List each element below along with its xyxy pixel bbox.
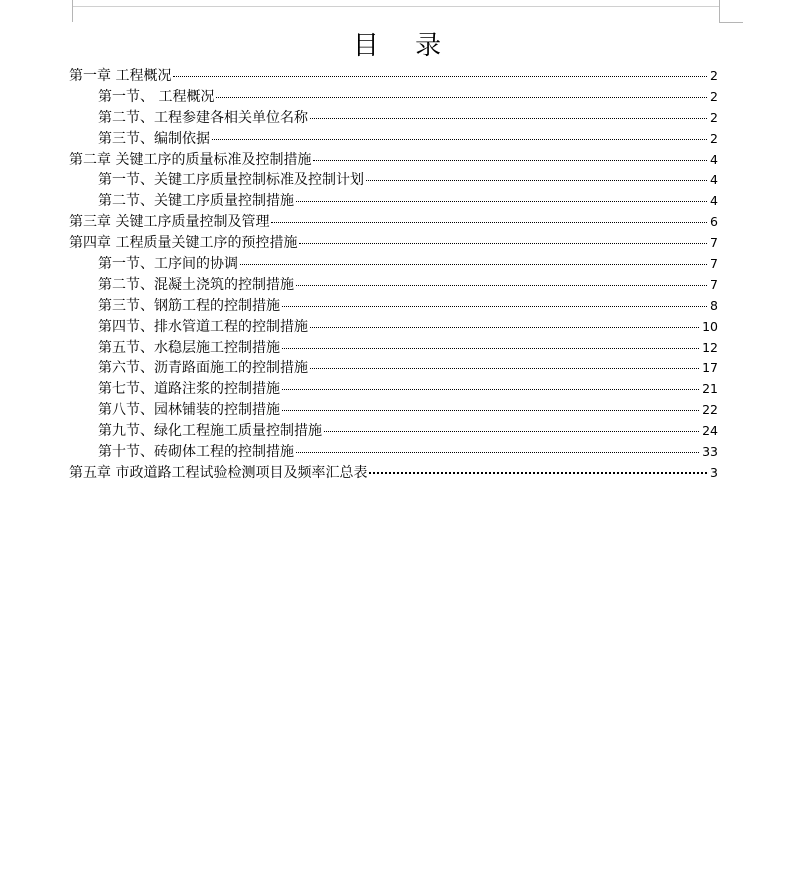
toc-section-entry[interactable] — [69, 379, 718, 400]
toc-entry-label: 第九节、绿化工程施工质量控制措施 — [98, 423, 322, 440]
toc-page-number: 7 — [710, 256, 718, 272]
toc-chapter-entry[interactable] — [69, 233, 718, 254]
toc-dot-leader — [310, 118, 707, 119]
crop-mark-top-right — [719, 0, 720, 22]
toc-dot-leader — [299, 243, 707, 244]
toc-section-entry[interactable] — [69, 129, 718, 150]
crop-mark-top-right-horizontal — [719, 22, 743, 23]
toc-section-entry[interactable] — [69, 275, 718, 296]
toc-dot-leader — [271, 222, 707, 223]
toc-page-number: 7 — [710, 276, 718, 292]
toc-entry-label: 第二节、工程参建各相关单位名称 — [98, 109, 308, 126]
toc-entry-label: 第二节、关键工序质量控制措施 — [98, 193, 294, 210]
toc-section-entry[interactable] — [69, 421, 718, 442]
page-top-border — [72, 6, 719, 7]
toc-page-number: 2 — [710, 88, 718, 104]
toc-dot-leader — [296, 285, 707, 286]
toc-entry-label: 第一节、 工程概况 — [98, 88, 215, 105]
toc-page-number: 2 — [710, 130, 718, 146]
toc-entry-label: 第十节、砖砌体工程的控制措施 — [98, 444, 294, 461]
toc-chapter-entry[interactable] — [69, 463, 718, 484]
toc-dot-leader — [296, 452, 699, 453]
toc-section-entry[interactable] — [69, 254, 718, 275]
toc-section-entry[interactable] — [69, 87, 718, 108]
toc-section-entry[interactable] — [69, 170, 718, 191]
toc-dot-leader — [282, 348, 699, 349]
toc-entry-label: 第二节、混凝土浇筑的控制措施 — [98, 276, 294, 293]
toc-dot-leader — [366, 180, 707, 181]
toc-page-number: 4 — [710, 172, 718, 188]
toc-section-entry[interactable] — [69, 338, 718, 359]
page-title: 目 录 — [352, 31, 456, 61]
toc-dot-leader — [313, 160, 707, 161]
toc-dot-leader — [282, 306, 707, 307]
toc-section-entry[interactable] — [69, 108, 718, 129]
toc-section-entry[interactable] — [69, 296, 718, 317]
toc-entry-label: 第六节、沥青路面施工的控制措施 — [98, 360, 308, 377]
toc-page-number: 6 — [710, 214, 718, 230]
toc-entry-label: 第一章 工程概况 — [69, 68, 172, 84]
toc-section-entry[interactable] — [69, 191, 718, 212]
crop-mark-top-left — [72, 0, 73, 22]
toc-page-number: 8 — [710, 297, 718, 313]
toc-entry-label: 第八节、园林铺装的控制措施 — [98, 402, 280, 419]
toc-section-entry[interactable] — [69, 358, 718, 379]
toc-section-entry[interactable] — [69, 317, 718, 338]
toc-entry-label: 第三章 关键工序质量控制及管理 — [69, 214, 270, 231]
toc-page-number: 4 — [710, 193, 718, 209]
toc-page-number: 21 — [702, 381, 718, 397]
toc-dot-leader — [173, 76, 707, 77]
toc-entry-label: 第一节、工序间的协调 — [98, 256, 238, 273]
toc-entry-label: 第四章 工程质量关键工序的预控措施 — [69, 235, 298, 252]
toc-dot-leader — [212, 139, 707, 140]
toc-chapter-entry[interactable] — [69, 212, 718, 233]
toc-entry-label: 第三节、钢筋工程的控制措施 — [98, 297, 280, 314]
toc-entry-label: 第二章 关键工序的质量标准及控制措施 — [69, 151, 312, 168]
table-of-contents — [69, 66, 718, 484]
toc-chapter-entry[interactable] — [69, 66, 718, 87]
toc-page-number: 22 — [702, 402, 718, 418]
toc-page-number: 17 — [702, 360, 718, 376]
toc-dot-leader — [296, 201, 707, 202]
toc-entry-label: 第五章 市政道路工程试验检测项目及频率汇总表 — [69, 464, 368, 481]
toc-page-number: 2 — [710, 109, 718, 125]
toc-section-entry[interactable] — [69, 442, 718, 463]
toc-page-number: 33 — [702, 444, 718, 460]
toc-entry-label: 第七节、道路注浆的控制措施 — [98, 381, 280, 398]
toc-entry-label: 第三节、编制依据 — [98, 130, 210, 147]
toc-entry-label: 第四节、排水管道工程的控制措施 — [98, 318, 308, 335]
toc-entry-label: 第五节、水稳层施工控制措施 — [98, 339, 280, 356]
toc-page-number: 3 — [710, 464, 718, 480]
toc-dot-leader — [310, 327, 699, 328]
toc-dot-leader — [369, 472, 707, 474]
toc-page-number: 12 — [702, 339, 718, 355]
toc-page-number: 2 — [710, 68, 718, 83]
toc-entry-label: 第一节、关键工序质量控制标准及控制计划 — [98, 172, 364, 189]
toc-dot-leader — [282, 389, 699, 390]
toc-section-entry[interactable] — [69, 400, 718, 421]
toc-page-number: 4 — [710, 151, 718, 167]
toc-dot-leader — [240, 264, 707, 265]
toc-dot-leader — [324, 431, 699, 432]
toc-page-number: 7 — [710, 235, 718, 251]
toc-dot-leader — [216, 97, 707, 98]
toc-page-number: 24 — [702, 423, 718, 439]
toc-dot-leader — [282, 410, 699, 411]
toc-dot-leader — [310, 368, 699, 369]
toc-chapter-entry[interactable] — [69, 150, 718, 171]
toc-page-number: 10 — [702, 318, 718, 334]
